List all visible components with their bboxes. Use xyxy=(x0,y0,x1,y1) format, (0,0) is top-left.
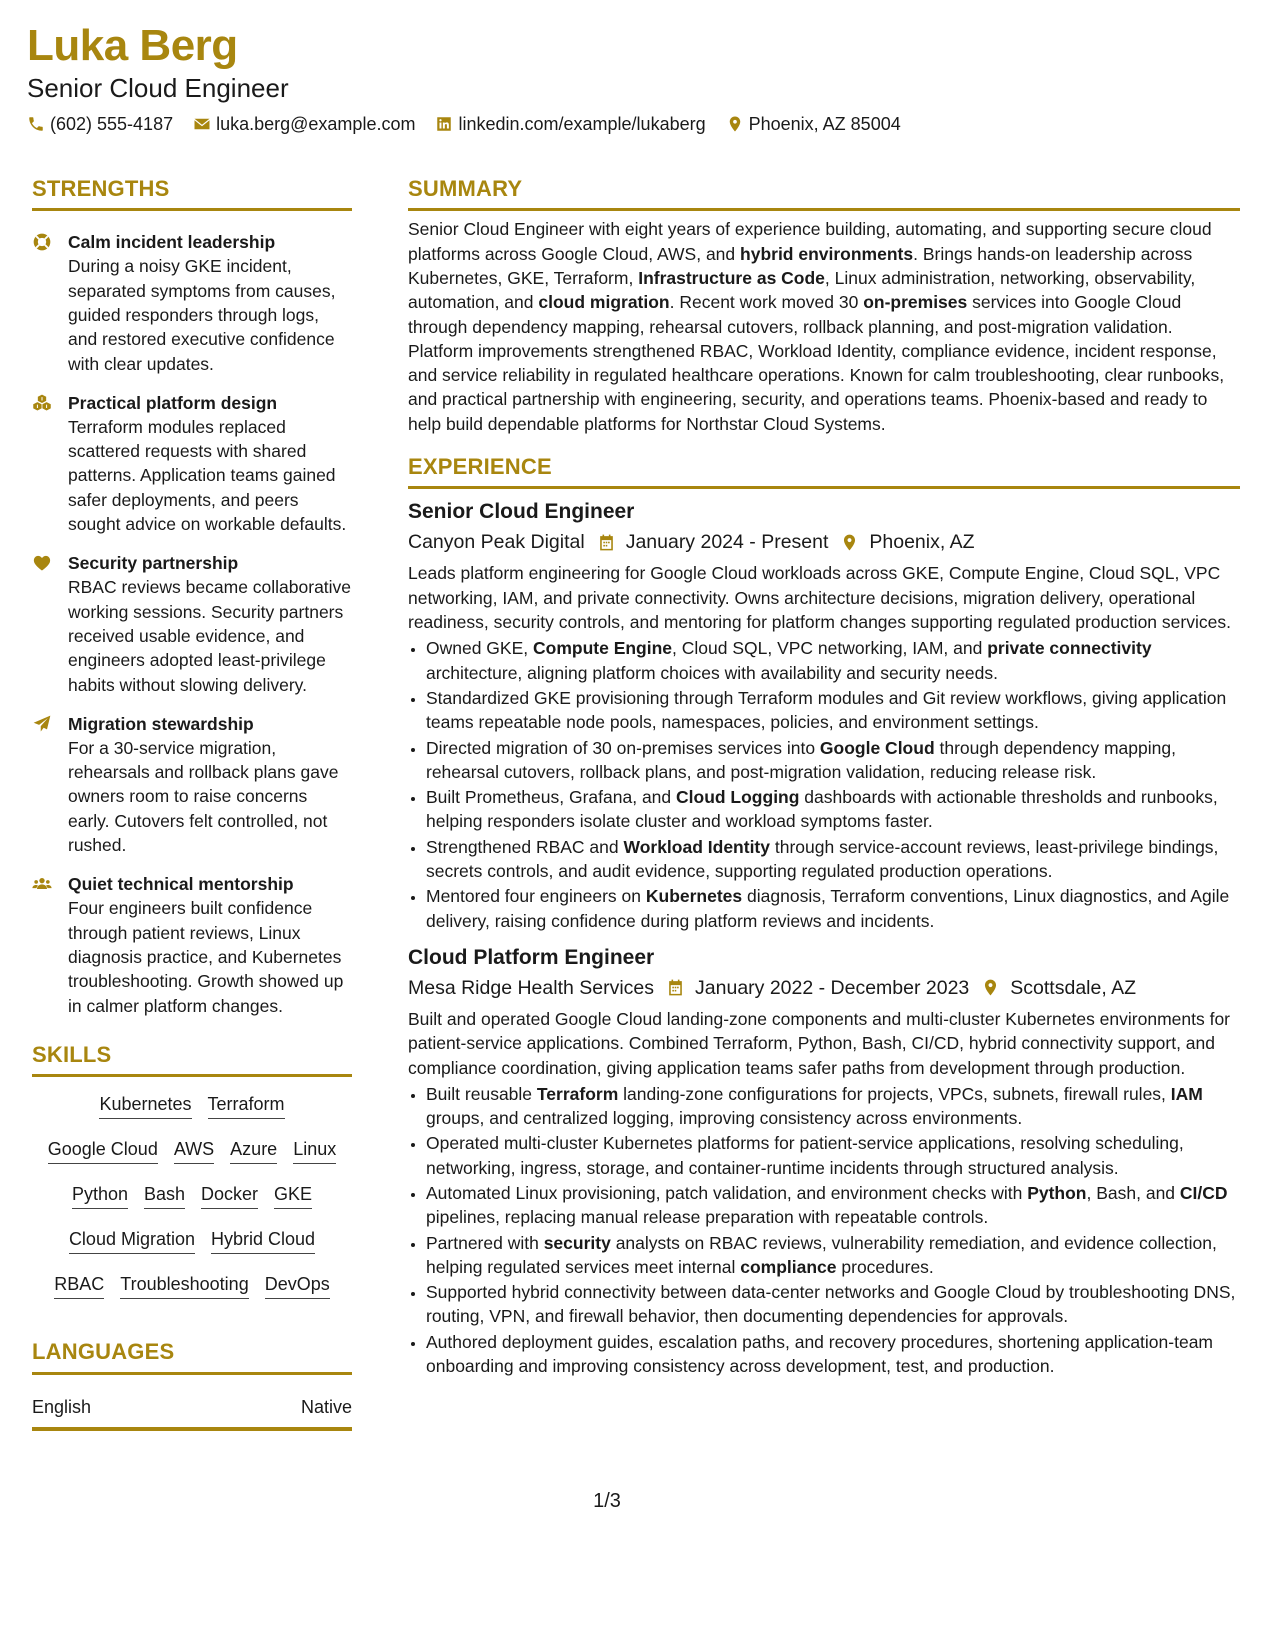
summary-heading: SUMMARY xyxy=(408,176,1240,211)
skill-tag: Docker xyxy=(201,1182,258,1209)
cubes-icon xyxy=(32,393,52,413)
job-bullet xyxy=(426,686,1240,735)
text-run: Authored deployment guides, escalation paths, and recovery procedures, shortening application-team onboarding and improving consistency across development, test, and production. xyxy=(426,1331,1214,1377)
strength-title: Quiet technical mentorship xyxy=(68,874,294,895)
skill-tag: Cloud Migration xyxy=(69,1227,195,1254)
text-run: Mentored four engineers on xyxy=(426,886,646,907)
job-company: Mesa Ridge Health Services xyxy=(408,976,655,999)
text-run: architecture, aligning platform choices with availability and security needs. xyxy=(426,662,998,683)
linkedin-text: linkedin.com/example/lukaberg xyxy=(458,114,706,134)
language-row xyxy=(32,1375,352,1431)
job-dates: January 2022 - December 2023 xyxy=(695,976,970,999)
candidate-title: Senior Cloud Engineer xyxy=(27,73,289,103)
life-ring-icon xyxy=(32,232,52,252)
right-column xyxy=(408,176,1240,1379)
job-bullet xyxy=(426,1082,1240,1131)
skill-tag: Kubernetes xyxy=(99,1092,191,1119)
phone-text: (602) 555-4187 xyxy=(50,114,174,134)
text-run: , Bash, and xyxy=(1086,1182,1180,1203)
bold-text: Kubernetes xyxy=(645,886,743,907)
strength-title: Calm incident leadership xyxy=(68,232,276,253)
bold-text: Infrastructure as Code xyxy=(638,267,825,288)
text-run: Senior Cloud Engineer with eight years of experience building, automating, and supporting secure cloud platforms across Google Cloud, AWS, and xyxy=(408,219,1212,264)
strength-title: Practical platform design xyxy=(68,392,278,413)
calendar-icon xyxy=(666,978,685,997)
text-run: dashboards with actionable thresholds and runbooks, helping responders isolate cluster and workload symptoms faster. xyxy=(426,787,1218,832)
skill-tag: AWS xyxy=(174,1137,214,1164)
job-bullet xyxy=(426,884,1240,933)
users-icon xyxy=(32,874,52,894)
text-run: pipelines, replacing manual release preparation with repeatable controls. xyxy=(426,1207,989,1228)
job-bullet xyxy=(426,636,1240,685)
bold-text: Compute Engine xyxy=(533,638,673,659)
strength-item xyxy=(32,551,352,696)
job-meta xyxy=(408,527,1240,557)
job-bullet xyxy=(426,785,1240,834)
bold-text: CI/CD xyxy=(1179,1182,1228,1203)
map-pin-icon xyxy=(981,978,1000,997)
text-run: Partnered with xyxy=(426,1232,544,1253)
skill-tag: Python xyxy=(72,1182,128,1209)
text-run: analysts on RBAC reviews, vulnerability remediation, and evidence collection, helping regulated services meet internal xyxy=(426,1232,1217,1277)
job-bullet xyxy=(426,736,1240,785)
strength-title: Migration stewardship xyxy=(68,713,254,734)
bold-text: Workload Identity xyxy=(623,836,770,857)
contact-phone[interactable] xyxy=(27,112,173,136)
bold-text: cloud migration xyxy=(538,292,670,313)
job-meta xyxy=(408,973,1240,1003)
job-description: Leads platform engineering for Google Cloud workloads across GKE, Compute Engine, Cloud SQL, VPC networking, IAM, and private connectivity. Owns architecture decisions, migration delivery, operational readiness, security controls, and mentoring for platform changes supporting regulated production services. xyxy=(408,563,1231,633)
text-run: Standardized GKE provisioning through Terraform modules and Git review workflows, giving application teams repeatable node pools, namespaces, policies, and environment settings. xyxy=(426,687,1227,733)
text-run: Built Prometheus, Grafana, and xyxy=(426,787,676,808)
bold-text: on-premises xyxy=(863,292,968,313)
candidate-name: Luka Berg xyxy=(27,21,238,70)
contact-bar xyxy=(27,112,901,136)
left-column xyxy=(32,176,352,1431)
bold-text: Terraform xyxy=(536,1083,619,1104)
text-run: diagnosis, Terraform conventions, Linux diagnostics, and Agile delivery, raising confidence during platform reviews and incidents. xyxy=(426,886,1230,931)
skills-list xyxy=(32,1077,352,1299)
strengths-heading: STRENGTHS xyxy=(32,176,352,211)
job-bullet xyxy=(426,1131,1240,1180)
job-bullet xyxy=(426,1330,1240,1379)
bold-text: compliance xyxy=(740,1256,837,1277)
contact-email[interactable] xyxy=(193,112,415,136)
job-title: Senior Cloud Engineer xyxy=(408,500,635,524)
job-title: Cloud Platform Engineer xyxy=(408,945,655,969)
phone-icon xyxy=(27,115,45,133)
bold-text: IAM xyxy=(1170,1083,1203,1104)
strength-desc: RBAC reviews became collaborative working sessions. Security partners received usable evidence, and engineers adopted least-privilege habits without slowing delivery. xyxy=(68,577,352,695)
text-run: Directed migration of 30 on-premises services into xyxy=(426,737,820,758)
strength-item xyxy=(32,872,352,1017)
strength-desc: During a noisy GKE incident, separated symptoms from causes, guided responders through logs, and restored executive confidence with clear updates. xyxy=(68,256,336,374)
text-run: services into Google Cloud through dependency mapping, rehearsal cutovers, rollback planning, and post-migration validation. Platform improvements strengthened RBAC, Workload Identity, compliance evidence, incident response, and service reliability in regulated healthcare operations. Known for calm troubleshooting, clear runbooks, and practical partnership with engineering, security, and operations teams. Phoenix-based and ready to help build dependable platforms for Northstar Cloud Systems. xyxy=(408,292,1225,434)
skill-tag: Terraform xyxy=(208,1092,285,1119)
text-run: . Brings hands-on leadership across Kubernetes, GKE, Terraform, xyxy=(408,243,1193,288)
location-text: Phoenix, AZ 85004 xyxy=(748,114,901,134)
strength-item xyxy=(32,391,352,536)
heart-icon xyxy=(32,553,52,573)
job-entry xyxy=(408,497,1240,932)
text-run: Strengthened RBAC and xyxy=(426,836,624,857)
skill-tag: Hybrid Cloud xyxy=(211,1227,315,1254)
job-entry xyxy=(408,943,1240,1378)
text-run: , Cloud SQL, VPC networking, IAM, and xyxy=(672,638,988,659)
skill-tag: DevOps xyxy=(265,1272,330,1299)
paper-plane-icon xyxy=(32,714,52,734)
job-bullet xyxy=(426,1280,1240,1329)
text-run: . Recent work moved 30 xyxy=(669,292,864,313)
experience-heading: EXPERIENCE xyxy=(408,454,1240,489)
job-bullet xyxy=(426,1181,1240,1230)
text-run: landing-zone configurations for projects, VPCs, subnets, firewall rules, xyxy=(618,1083,1171,1104)
job-bullet xyxy=(426,1231,1240,1280)
job-location: Phoenix, AZ xyxy=(869,531,975,554)
text-run: procedures. xyxy=(836,1256,934,1277)
job-bullets xyxy=(408,636,1240,933)
text-run: Supported hybrid connectivity between data-center networks and Google Cloud by troubleshooting DNS, routing, VPN, and firewall behavior, then documenting dependencies for approvals. xyxy=(426,1282,1236,1327)
text-run: Automated Linux provisioning, patch validation, and environment checks with xyxy=(426,1182,1028,1203)
bold-text: Python xyxy=(1027,1182,1087,1203)
language-level: Native xyxy=(300,1396,352,1417)
skill-tag: GKE xyxy=(274,1182,312,1209)
bold-text: private connectivity xyxy=(987,638,1152,659)
text-run: Operated multi-cluster Kubernetes platforms for patient-service applications, resolving scheduling, networking, ingress, storage, and container-runtime incidents through structured analysis. xyxy=(426,1133,1184,1178)
bold-text: Cloud Logging xyxy=(676,787,800,808)
skill-tag: Troubleshooting xyxy=(120,1272,248,1299)
strength-desc: Four engineers built confidence through patient reviews, Linux diagnosis practice, and Kubernetes troubleshooting. Growth showed up in calmer platform changes. xyxy=(68,898,344,1016)
map-pin-icon xyxy=(840,533,859,552)
skill-tag: RBAC xyxy=(54,1272,104,1299)
text-run: through dependency mapping, rehearsal cutovers, rollback plans, and post-migration validation, reducing release risk. xyxy=(426,737,1176,782)
language-name: English xyxy=(32,1396,92,1417)
skill-tag: Bash xyxy=(144,1182,185,1209)
text-run: , Linux administration, networking, observability, automation, and xyxy=(408,267,1196,313)
text-run: Owned GKE, xyxy=(426,638,533,659)
summary-text xyxy=(408,217,1240,436)
text-run: through service-account reviews, least-privilege bindings, secrets controls, and audit evidence, supporting regulated production operations. xyxy=(426,836,1219,882)
email-text: luka.berg@example.com xyxy=(216,114,416,134)
bold-text: Google Cloud xyxy=(819,737,935,758)
skills-heading: SKILLS xyxy=(32,1042,352,1077)
page-number: 1/3 xyxy=(593,1490,621,1512)
job-dates: January 2024 - Present xyxy=(625,531,829,554)
job-description: Built and operated Google Cloud landing-zone components and multi-cluster Kubernetes environments for patient-service applications. Combined Terraform, Python, Bash, CI/CD, hybrid connectivity support, and compliance coordination, giving application teams safer paths from development through production. xyxy=(408,1008,1231,1078)
bold-text: security xyxy=(543,1232,611,1253)
languages-heading: LANGUAGES xyxy=(32,1339,352,1374)
contact-location xyxy=(726,112,901,136)
strength-desc: Terraform modules replaced scattered requests with shared patterns. Application teams gained safer deployments, and peers sought advice on workable defaults. xyxy=(68,416,347,535)
bold-text: hybrid environments xyxy=(740,243,914,264)
contact-linkedin[interactable] xyxy=(435,112,705,136)
skill-tag: Azure xyxy=(230,1137,277,1164)
strength-desc: For a 30-service migration, rehearsals and rollback plans gave owners room to raise concerns early. Cutovers felt controlled, not rushed. xyxy=(68,737,339,856)
text-run: Built reusable xyxy=(426,1083,537,1104)
strength-title: Security partnership xyxy=(68,553,239,574)
skill-tag: Google Cloud xyxy=(48,1137,158,1164)
strength-item xyxy=(32,712,352,857)
linkedin-icon xyxy=(435,115,453,133)
text-run: groups, and centralized logging, improving consistency across environments. xyxy=(426,1108,1023,1129)
job-company: Canyon Peak Digital xyxy=(408,531,585,554)
job-bullet xyxy=(426,835,1240,884)
calendar-icon xyxy=(597,533,616,552)
job-location: Scottsdale, AZ xyxy=(1010,976,1137,999)
skill-tag: Linux xyxy=(293,1137,336,1164)
strength-item xyxy=(32,230,352,375)
map-pin-icon xyxy=(726,115,744,133)
envelope-icon xyxy=(193,115,211,133)
job-bullets xyxy=(408,1082,1240,1379)
